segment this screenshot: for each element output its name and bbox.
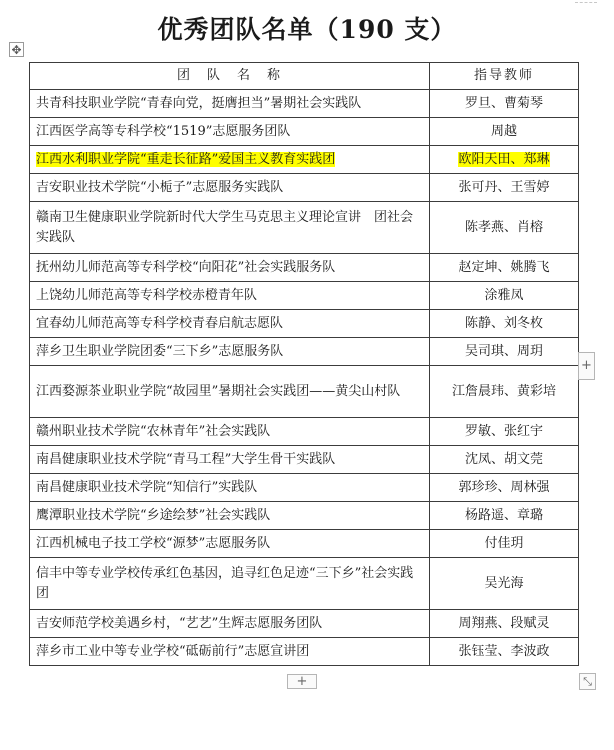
advisor-cell[interactable] — [430, 418, 579, 446]
advisor-cell[interactable] — [430, 118, 579, 146]
team-name-cell[interactable] — [30, 530, 430, 558]
advisor-cell[interactable] — [430, 202, 579, 254]
team-name: 南昌健康职业技术学院“青马工程”大学生骨干实践队 — [36, 451, 336, 467]
team-name: 江西医学高等专科学校“1519”志愿服务团队 — [36, 123, 291, 139]
table-row — [30, 418, 579, 446]
team-name: 江西婺源茶业职业学院“故园里”暑期社会实践团——黄尖山村队 — [36, 383, 401, 399]
advisor-cell[interactable] — [430, 610, 579, 638]
team-name: 抚州幼儿师范高等专科学校“向阳花”社会实践服务队 — [36, 259, 336, 275]
table-row — [30, 310, 579, 338]
table-row — [30, 610, 579, 638]
advisor-cell[interactable] — [430, 474, 579, 502]
team-name-cell[interactable] — [30, 638, 430, 666]
table-resize-handle-icon[interactable]: ⤡ — [579, 673, 596, 690]
team-name-cell[interactable] — [30, 146, 430, 174]
table-row — [30, 146, 579, 174]
table-row — [30, 474, 579, 502]
advisor-cell[interactable] — [430, 530, 579, 558]
team-name-cell[interactable] — [30, 474, 430, 502]
advisor-cell[interactable] — [430, 338, 579, 366]
team-name: 鹰潭职业技术学院“乡途绘梦”社会实践队 — [36, 507, 271, 523]
add-row-button[interactable]: + — [287, 674, 317, 689]
column-header-team: 团 队 名 称 — [30, 63, 430, 90]
table-body — [30, 90, 579, 666]
advisor-names: 赵定坤、姚腾飞 — [458, 259, 550, 275]
advisor-names: 欧阳天田、郑琳 — [458, 151, 550, 167]
team-name-cell[interactable] — [30, 254, 430, 282]
team-name-cell[interactable] — [30, 366, 430, 418]
advisor-names: 陈静、刘冬枚 — [464, 315, 543, 331]
advisor-cell[interactable] — [430, 502, 579, 530]
team-name: 江西机械电子技工学校“源梦”志愿服务队 — [36, 535, 271, 551]
advisor-names: 周翔燕、段赋灵 — [458, 615, 550, 631]
team-name: 赣州职业技术学院“农林青年”社会实践队 — [36, 423, 271, 439]
table-row — [30, 282, 579, 310]
table-row — [30, 638, 579, 666]
advisor-cell[interactable] — [430, 446, 579, 474]
team-name: 赣南卫生健康职业学院新时代大学生马克思主义理论宣讲 团社会实践队 — [36, 209, 414, 245]
table-row — [30, 174, 579, 202]
team-name: 吉安师范学校美遇乡村，“艺艺”生辉志愿服务团队 — [36, 615, 323, 631]
advisor-names: 罗敏、张红宇 — [464, 423, 543, 439]
team-name-cell[interactable] — [30, 502, 430, 530]
team-name: 上饶幼儿师范高等专科学校赤橙青年队 — [36, 287, 258, 303]
advisor-cell[interactable] — [430, 146, 579, 174]
team-name: 宜春幼儿师范高等专科学校青春启航志愿队 — [36, 315, 284, 331]
team-name-cell[interactable] — [30, 610, 430, 638]
team-name-cell[interactable] — [30, 446, 430, 474]
advisor-names: 吴司琪、周玥 — [464, 343, 543, 359]
column-header-advisor: 指导教师 — [430, 63, 579, 90]
team-name: 信丰中等专业学校传承红色基因，追寻红色足迹“三下乡”社会实践团 — [36, 565, 414, 601]
table-row — [30, 446, 579, 474]
table-row — [30, 530, 579, 558]
advisor-cell[interactable] — [430, 366, 579, 418]
advisor-names: 罗旦、曹菊琴 — [464, 95, 543, 111]
table-move-handle-icon[interactable]: ✥ — [9, 42, 24, 57]
advisor-names: 吴光海 — [484, 575, 524, 591]
advisor-names: 杨路遥、章璐 — [464, 507, 543, 523]
team-name-cell[interactable] — [30, 174, 430, 202]
team-name-cell[interactable] — [30, 558, 430, 610]
table-row — [30, 338, 579, 366]
team-name: 共青科技职业学院“青春向党，挺膺担当”暑期社会实践队 — [36, 95, 362, 111]
team-name: 萍乡市工业中等专业学校“砥砺前行”志愿宣讲团 — [36, 643, 310, 659]
team-name-cell[interactable] — [30, 338, 430, 366]
advisor-cell[interactable] — [430, 90, 579, 118]
advisor-names: 郭珍珍、周林强 — [458, 479, 550, 495]
advisor-names: 周越 — [490, 123, 517, 139]
table-row — [30, 558, 579, 610]
advisor-names: 张可丹、王雪婷 — [458, 179, 550, 195]
advisor-cell[interactable] — [430, 282, 579, 310]
team-name-cell[interactable] — [30, 282, 430, 310]
table-row — [30, 202, 579, 254]
advisor-names: 沈凤、胡文莞 — [464, 451, 543, 467]
team-name-cell[interactable] — [30, 418, 430, 446]
team-name: 萍乡卫生职业学院团委“三下乡”志愿服务队 — [36, 343, 284, 359]
table-row — [30, 90, 579, 118]
table-row — [30, 366, 579, 418]
page-title: 优秀团队名单（190 支） — [157, 15, 457, 44]
advisor-names: 张钰莹、李波政 — [458, 643, 550, 659]
team-name-cell[interactable] — [30, 202, 430, 254]
team-name: 江西水利职业学院“重走长征路”爱国主义教育实践团 — [36, 151, 336, 167]
team-name: 南昌健康职业技术学院“知信行”实践队 — [36, 479, 258, 495]
advisor-cell[interactable] — [430, 638, 579, 666]
advisor-names: 江詹晨玮、黄彩培 — [451, 383, 556, 399]
page-corner-marker — [575, 2, 597, 9]
team-name-cell[interactable] — [30, 310, 430, 338]
add-column-button[interactable]: + — [578, 352, 595, 380]
advisor-cell[interactable] — [430, 310, 579, 338]
advisor-names: 陈孝燕、肖榕 — [464, 219, 543, 235]
advisor-cell[interactable] — [430, 558, 579, 610]
advisor-cell[interactable] — [430, 254, 579, 282]
table-row — [30, 502, 579, 530]
advisor-names: 涂雅凤 — [484, 287, 524, 303]
advisor-names: 付佳玥 — [484, 535, 524, 551]
advisor-cell[interactable] — [430, 174, 579, 202]
table-row — [30, 118, 579, 146]
table-row — [30, 254, 579, 282]
team-name-cell[interactable] — [30, 118, 430, 146]
team-name-cell[interactable] — [30, 90, 430, 118]
team-name: 吉安职业技术学院“小栀子”志愿服务实践队 — [36, 179, 284, 195]
team-list-table — [29, 62, 579, 666]
